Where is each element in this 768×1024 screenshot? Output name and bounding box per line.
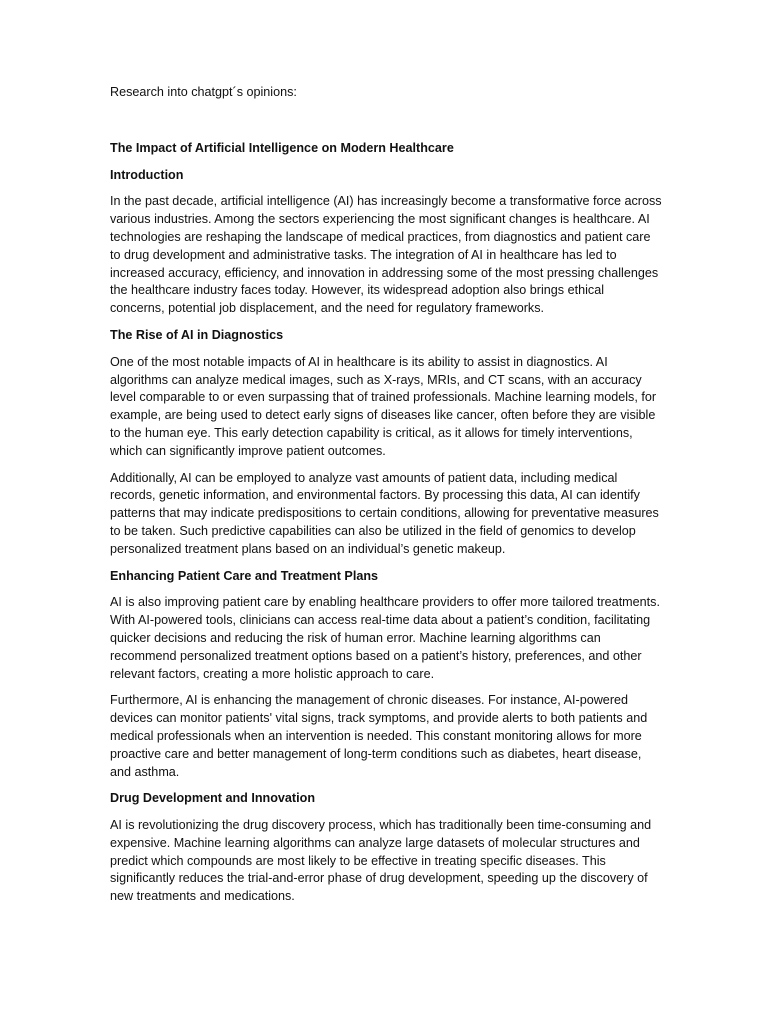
paragraph: Additionally, AI can be employed to analyze vast amounts of patient data, including medical records, genetic information, and environmental factors. By processing this data, AI can identify patterns that may indicate predispositions to certain conditions, allowing for preventative measures to be taken. Such predictive capabilities can also be utilized in the field of genomics to develop personalized treatment plans based on an individual’s genetic makeup. [110, 470, 659, 556]
section-heading-patient-care: Enhancing Patient Care and Treatment Plans [110, 568, 379, 583]
document-page [110, 84, 662, 915]
paragraph: One of the most notable impacts of AI in healthcare is its ability to assist in diagnostics. AI algorithms can analyze medical images, such as X-rays, MRIs, and CT scans, with an accuracy level comparable to or even surpassing that of trained professionals. Machine learning models, for example, are being used to detect early signs of diseases like cancer, often before they are visible to the human eye. This early detection capability is critical, as it allows for timely interventions, which can significantly improve patient outcomes. [110, 354, 657, 458]
paragraph: AI is also improving patient care by enabling healthcare providers to offer more tailored treatments. With AI-powered tools, clinicians can access real-time data about a patient’s condition, facilitating quicker decisions and reducing the risk of human error. Machine learning algorithms can recommend personalized treatment options based on a patient’s history, preferences, and other relevant factors, creating a more holistic approach to care. [110, 595, 660, 681]
document-title: The Impact of Artificial Intelligence on Modern Healthcare [110, 140, 454, 155]
paragraph: In the past decade, artificial intelligence (AI) has increasingly become a transformative force across various industries. Among the sectors experiencing the most significant changes is healthcare. AI technologies are reshaping the landscape of medical practices, from diagnostics and patient care to drug development and administrative tasks. The integration of AI in healthcare has led to increased accuracy, efficiency, and innovation in addressing some of the most pressing challenges the healthcare industry faces today. However, its widespread adoption also brings ethical concerns, potential job displacement, and the need for regulatory frameworks. [110, 194, 662, 316]
paragraph: Furthermore, AI is enhancing the management of chronic diseases. For instance, AI-powered devices can monitor patients' vital signs, track symptoms, and provide alerts to both patients and medical professionals when an intervention is needed. This constant monitoring allows for more proactive care and better management of long-term conditions such as diabetes, heart disease, and asthma. [110, 693, 648, 779]
paragraph: AI is revolutionizing the drug discovery process, which has traditionally been time-consuming and expensive. Machine learning algorithms can analyze large datasets of molecular structures and predict which compounds are most likely to be effective in treating specific diseases. This significantly reduces the trial-and-error phase of drug development, speeding up the discovery of new treatments and medications. [110, 818, 652, 904]
section-heading-diagnostics: The Rise of AI in Diagnostics [110, 327, 284, 342]
intro-line: Research into chatgpt´s opinions: [110, 85, 297, 99]
section-heading-introduction: Introduction [110, 167, 184, 182]
section-heading-drug-development: Drug Development and Innovation [110, 791, 316, 806]
